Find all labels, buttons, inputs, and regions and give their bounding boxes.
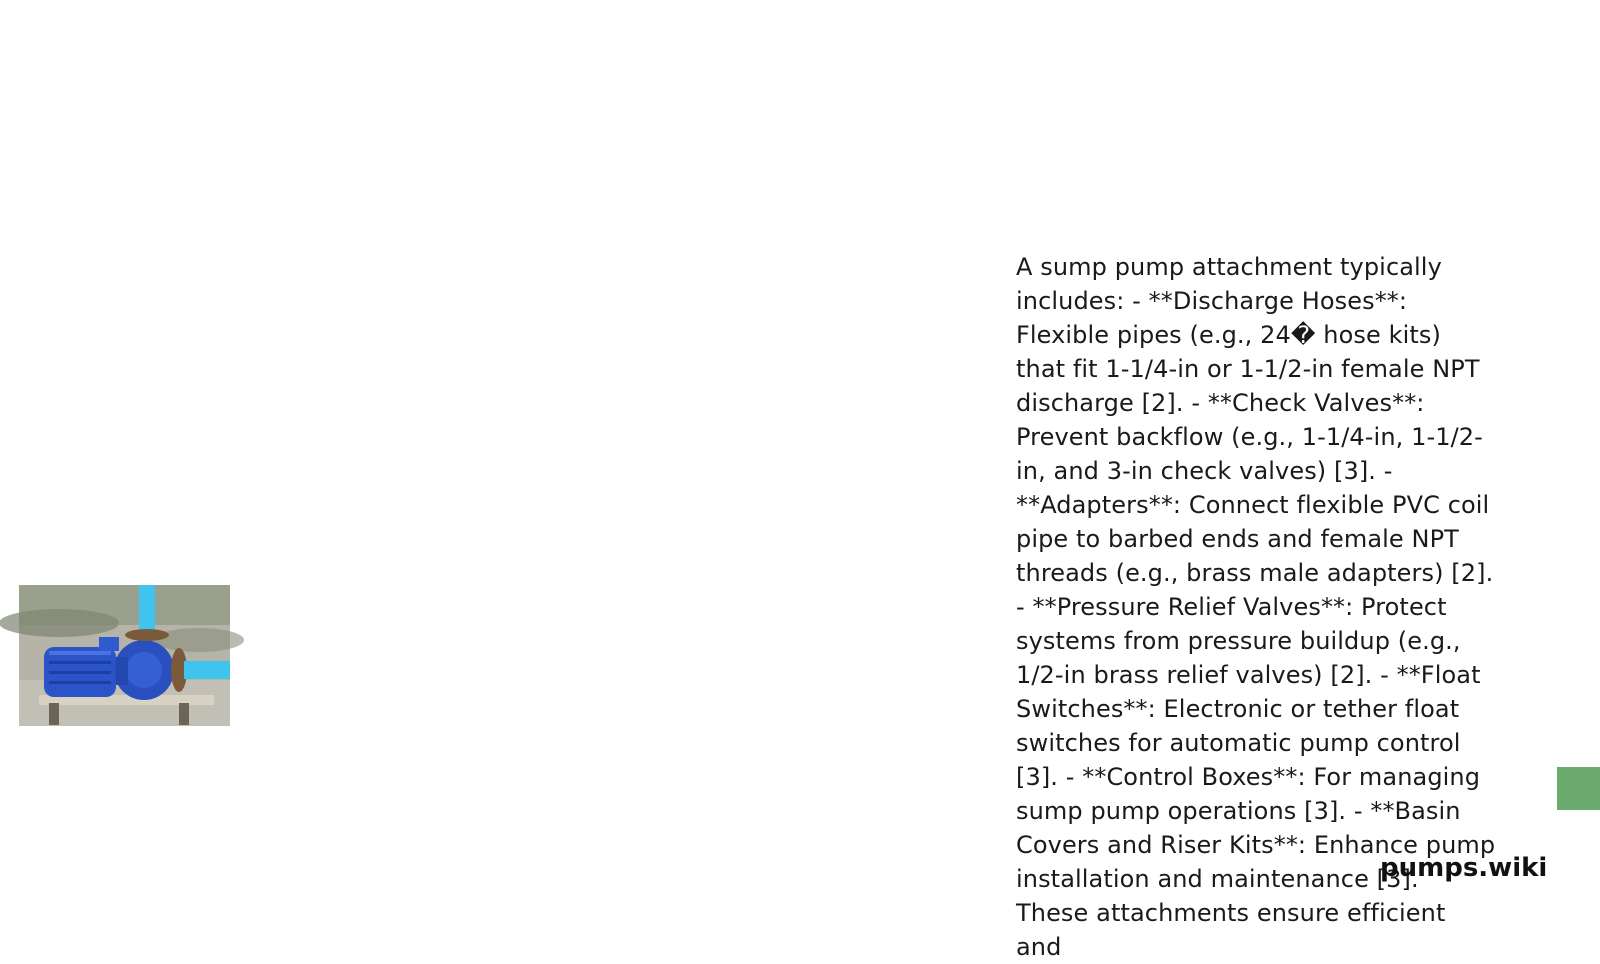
pump-thumbnail-image — [19, 585, 230, 726]
pump-photo-icon — [19, 585, 230, 726]
brand-watermark: pumps.wiki — [1380, 853, 1548, 883]
article-text: A sump pump attachment typically includes: - **Discharge Hoses**: Flexible pipes (e.g., 24� hose kits) that fit 1-1/4-in or 1-1/2-in female NPT discharge [2]. - **Check Valves**: Prevent backflow (e.g., 1-1/4-in, 1-1/2-in, and 3-in check valves) [3]. - **Adapters**: Connect flexible PVC coil pipe to barbed ends and female NPT threads (e.g., brass male adapters) [2]. - **Pressure Relief Valves**: Protect systems from pressure buildup (e.g., 1/2-in brass relief valves) [2]. - **Float Switches**: Electronic or tether float switches for automatic pump control [3]. - **Control Boxes**: For managing sump pump operations [3]. - **Basin Covers and Riser Kits**: Enhance pump installation and maintenance [3]. These attachments ensure efficient and — [1016, 253, 1496, 961]
green-square-tab-icon[interactable] — [1557, 767, 1600, 810]
